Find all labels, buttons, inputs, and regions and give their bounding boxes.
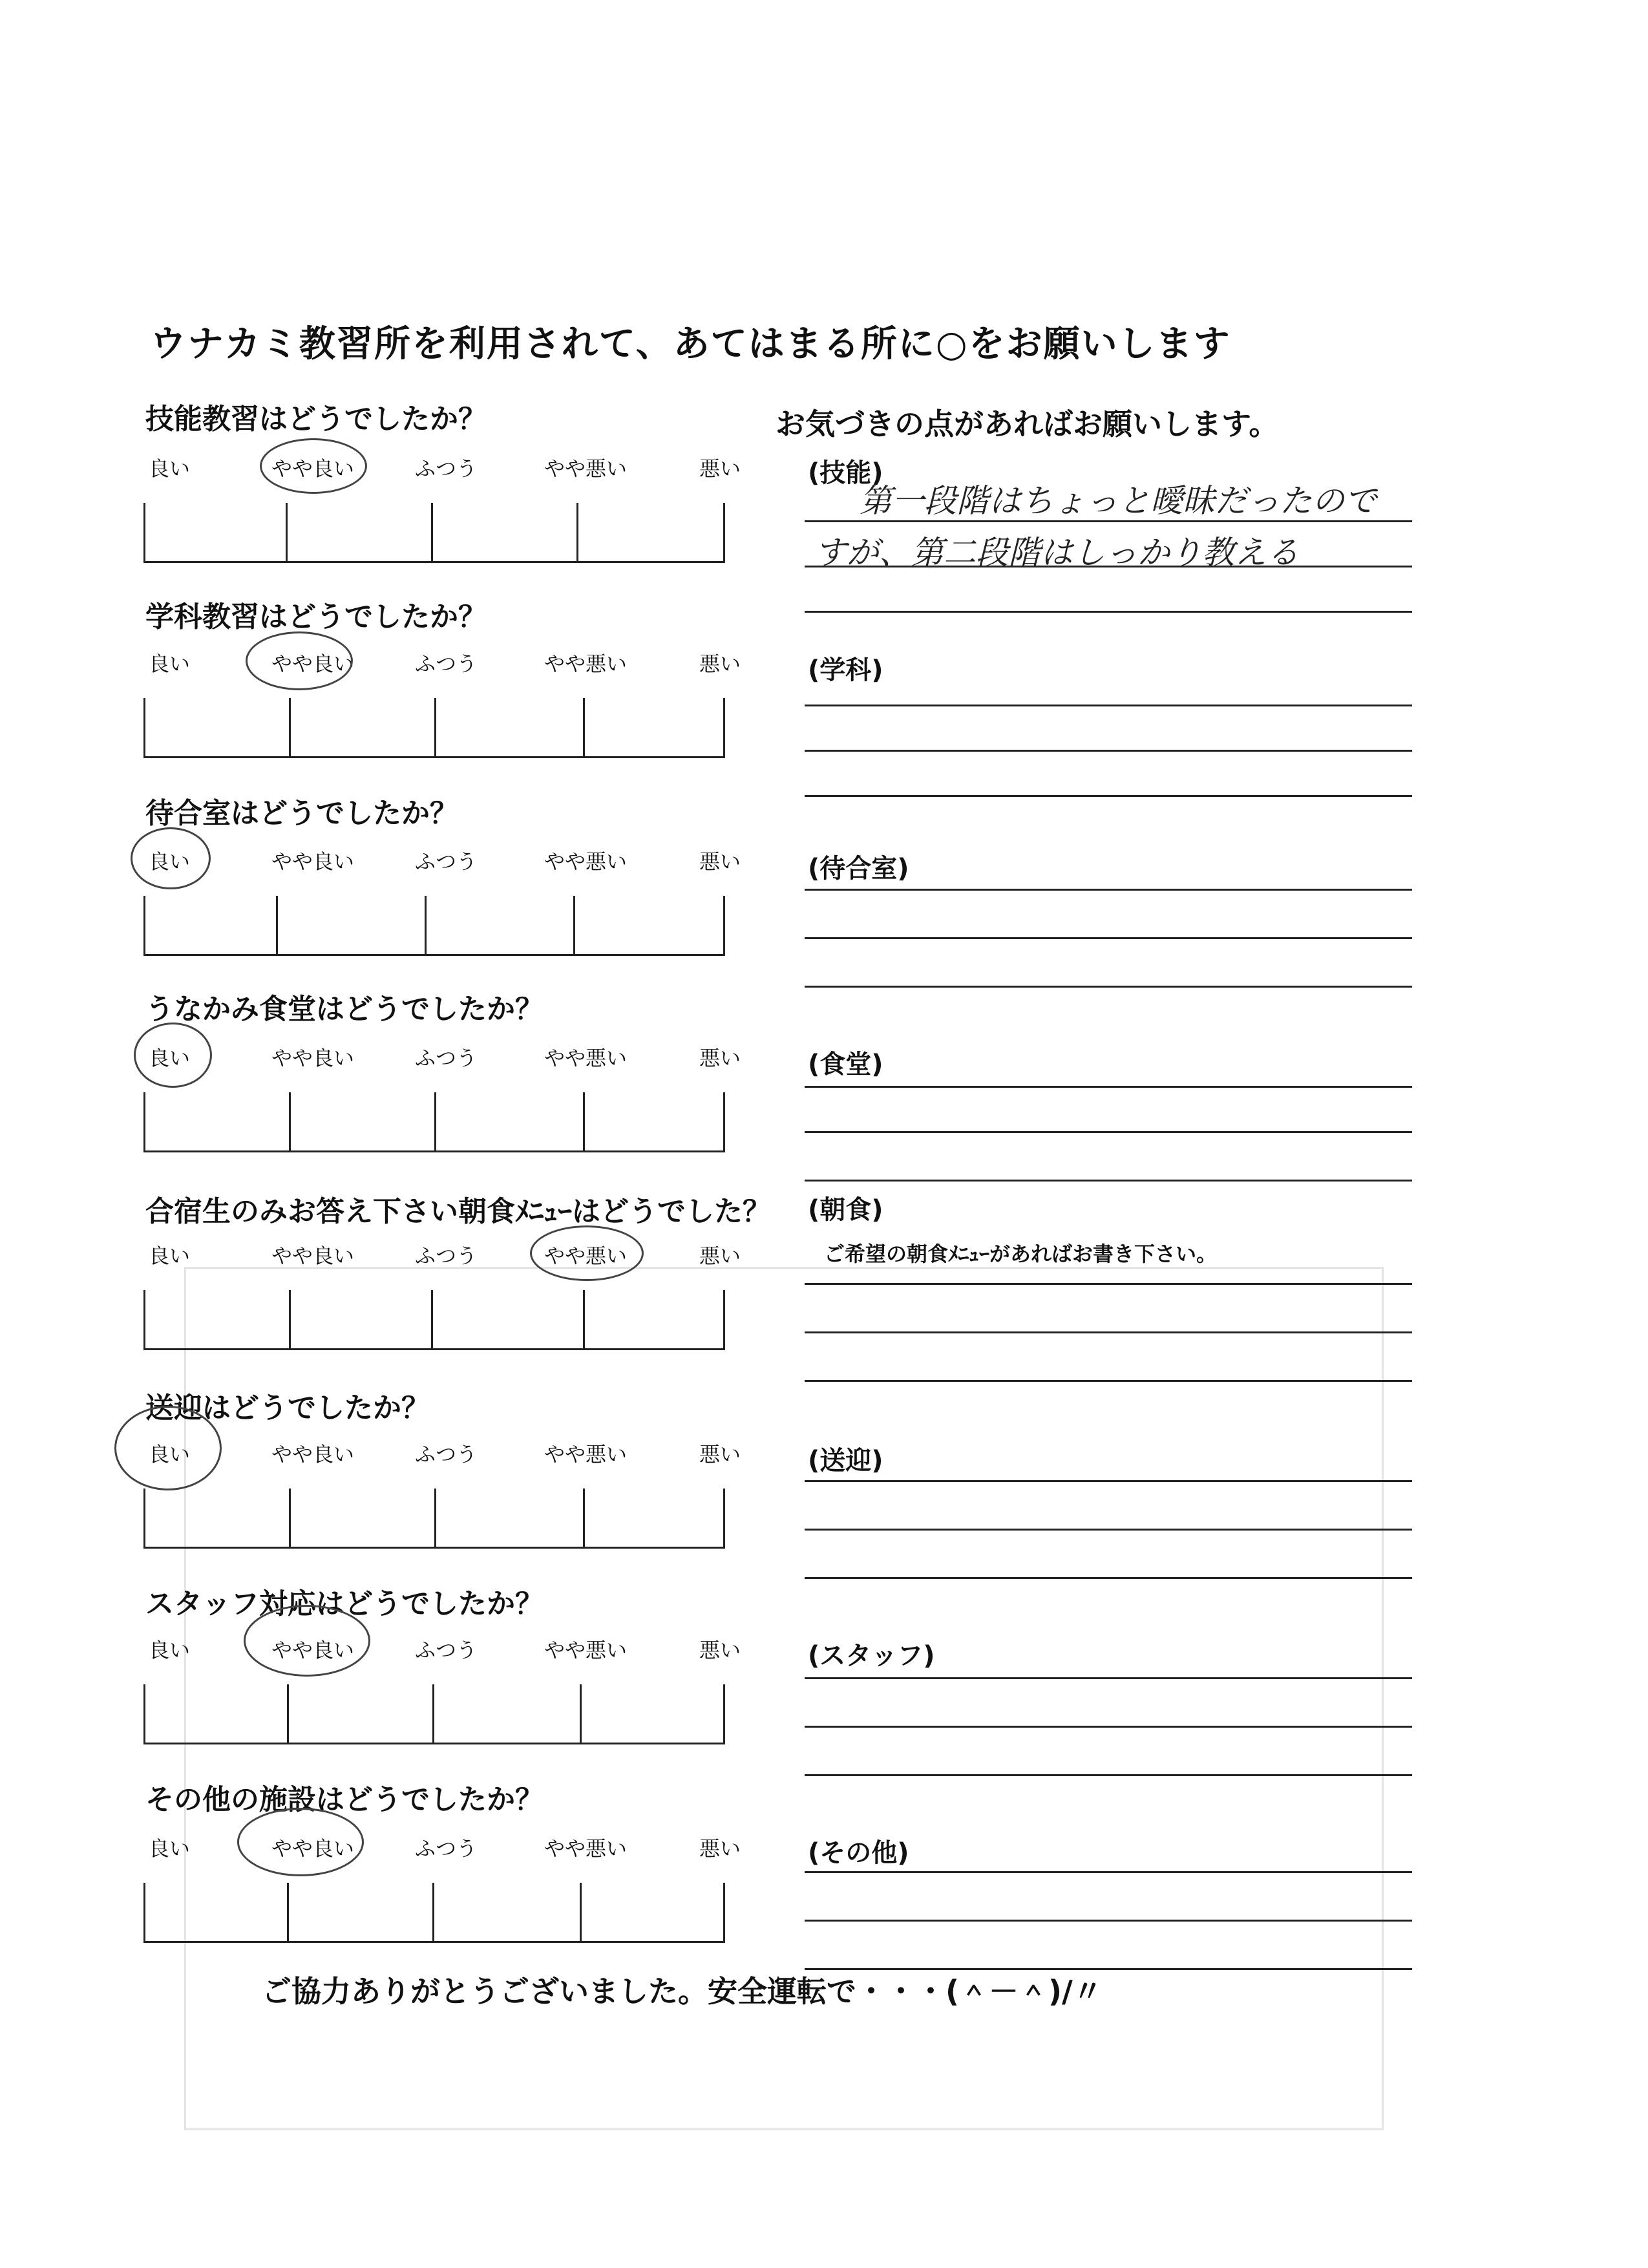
option-bad[interactable]: 悪い [699, 456, 741, 481]
selection-circle [134, 1023, 212, 1088]
option-fairly-bad[interactable]: やや悪い [544, 652, 628, 676]
option-average[interactable]: ふつう [415, 849, 478, 874]
selection-circle [131, 827, 211, 889]
question-breakfast: 合宿生のみお答え下さい朝食ﾒﾆｭｰはどうでした？ [145, 1195, 771, 1228]
option-fairly-good[interactable]: やや良い [271, 1442, 355, 1467]
section-label-skill: (技能) [808, 458, 883, 488]
option-fairly-bad[interactable]: やや悪い [544, 1046, 628, 1070]
scale-line [143, 1883, 725, 1943]
option-fairly-good[interactable]: やや良い [271, 1836, 355, 1861]
option-average[interactable]: ふつう [415, 1046, 478, 1070]
option-fairly-good[interactable]: やや良い [271, 456, 355, 481]
option-good[interactable]: 良い [149, 1836, 191, 1861]
comment-line [805, 1726, 1412, 1728]
rating-scale-skill[interactable] [143, 452, 741, 536]
option-bad[interactable]: 悪い [699, 1442, 741, 1467]
comment-line [805, 1283, 1412, 1285]
section-label-classroom: (学科) [808, 655, 883, 685]
option-bad[interactable]: 悪い [699, 652, 741, 676]
rating-scale-classroom[interactable] [143, 648, 741, 732]
comment-line [805, 705, 1412, 706]
option-fairly-bad[interactable]: やや悪い [544, 1442, 628, 1467]
comment-line [805, 1131, 1412, 1133]
scale-line [143, 698, 725, 758]
comment-line [805, 795, 1412, 797]
section-label-staff: (スタッフ) [808, 1641, 935, 1671]
comment-line [805, 1920, 1412, 1922]
page-title: ウナカミ教習所を利用されて、あてはまる所に○をお願いします [150, 323, 1231, 365]
option-average[interactable]: ふつう [415, 1244, 478, 1268]
scale-line [143, 1489, 725, 1549]
section-label-other-facilities: (その他) [808, 1838, 909, 1868]
selection-circle [530, 1225, 644, 1281]
question-shuttle: 送迎はどうでしたか？ [145, 1392, 430, 1425]
option-average[interactable]: ふつう [415, 456, 478, 481]
handwritten-comment-line2: すが、第二段階はしっかり教える [814, 534, 1299, 571]
rating-scale-waiting-room[interactable] [143, 845, 741, 929]
comment-line [805, 937, 1412, 939]
comment-line [805, 986, 1412, 988]
question-cafeteria: うなかみ食堂はどうでしたか？ [145, 993, 544, 1026]
option-average[interactable]: ふつう [415, 1638, 478, 1662]
comment-line [805, 1677, 1412, 1679]
option-good[interactable]: 良い [149, 1638, 191, 1662]
option-good[interactable]: 良い [149, 456, 191, 481]
option-good[interactable]: 良い [149, 652, 191, 676]
selection-circle [244, 1605, 370, 1677]
option-fairly-good[interactable]: やや良い [271, 1638, 355, 1662]
comment-line [805, 1529, 1412, 1531]
question-waiting-room: 待合室はどうでしたか？ [145, 797, 458, 830]
selection-circle [237, 1808, 364, 1876]
comment-line [805, 1086, 1412, 1088]
option-fairly-good[interactable]: やや良い [271, 849, 355, 874]
notes-header: お気づきの点があればお願いします。 [776, 407, 1279, 441]
breakfast-request-note: ご希望の朝食ﾒﾆｭｰがあればお書き下さい。 [824, 1242, 1218, 1266]
question-classroom: 学科教習はどうでしたか？ [145, 600, 487, 633]
comment-line [805, 750, 1412, 752]
option-fairly-bad[interactable]: やや悪い [544, 456, 628, 481]
option-good[interactable]: 良い [149, 1244, 191, 1268]
rating-scale-shuttle[interactable] [143, 1438, 741, 1522]
option-fairly-good[interactable]: やや良い [271, 1244, 355, 1268]
handwritten-comment-line1: 第一段階はちょっと曖昧だったので [860, 482, 1377, 520]
scale-line [143, 503, 725, 563]
scale-line [143, 1290, 725, 1350]
comment-line [805, 1480, 1412, 1482]
selection-circle [246, 631, 353, 690]
comment-line [805, 520, 1412, 522]
section-label-cafeteria: (食堂) [808, 1050, 883, 1079]
rating-scale-breakfast[interactable] [143, 1240, 741, 1324]
scale-line [143, 1092, 725, 1152]
comment-line [805, 1331, 1412, 1333]
option-bad[interactable]: 悪い [699, 849, 741, 874]
option-bad[interactable]: 悪い [699, 1046, 741, 1070]
option-bad[interactable]: 悪い [699, 1836, 741, 1861]
comment-line [805, 1577, 1412, 1579]
question-skill: 技能教習はどうでしたか？ [145, 403, 487, 436]
comment-line [805, 566, 1412, 567]
comment-line [805, 1380, 1412, 1382]
scale-line [143, 896, 725, 956]
comment-line [805, 1180, 1412, 1182]
option-fairly-good[interactable]: やや良い [271, 652, 355, 676]
option-fairly-bad[interactable]: やや悪い [544, 1638, 628, 1662]
option-good[interactable]: 良い [149, 849, 191, 874]
rating-scale-staff[interactable] [143, 1634, 741, 1718]
comment-line [805, 1871, 1412, 1873]
question-other-facilities: その他の施設はどうでしたか？ [145, 1783, 544, 1816]
closing-message: ご協力ありがとうございました。安全運転で・・・(＾－＾)/〃 [262, 1974, 1103, 2009]
comment-line [805, 889, 1412, 891]
scale-line [143, 1684, 725, 1744]
option-bad[interactable]: 悪い [699, 1638, 741, 1662]
question-staff: スタッフ対応はどうでしたか？ [145, 1587, 544, 1620]
option-fairly-bad[interactable]: やや悪い [544, 849, 628, 874]
option-average[interactable]: ふつう [415, 1442, 478, 1467]
option-bad[interactable]: 悪い [699, 1244, 741, 1268]
option-average[interactable]: ふつう [415, 1836, 478, 1861]
rating-scale-other-facilities[interactable] [143, 1832, 741, 1916]
option-fairly-bad[interactable]: やや悪い [544, 1244, 628, 1268]
option-good[interactable]: 良い [149, 1442, 191, 1467]
section-label-waiting-room: (待合室) [808, 854, 909, 884]
option-fairly-good[interactable]: やや良い [271, 1046, 355, 1070]
option-good[interactable]: 良い [149, 1046, 191, 1070]
comment-line [805, 611, 1412, 613]
selection-circle [260, 438, 367, 494]
comment-line [805, 1774, 1412, 1776]
section-label-shuttle: (送迎) [808, 1446, 883, 1476]
rating-scale-cafeteria[interactable] [143, 1042, 741, 1126]
option-average[interactable]: ふつう [415, 652, 478, 676]
option-fairly-bad[interactable]: やや悪い [544, 1836, 628, 1861]
section-label-breakfast: (朝食) [808, 1195, 883, 1225]
selection-circle [114, 1406, 222, 1490]
